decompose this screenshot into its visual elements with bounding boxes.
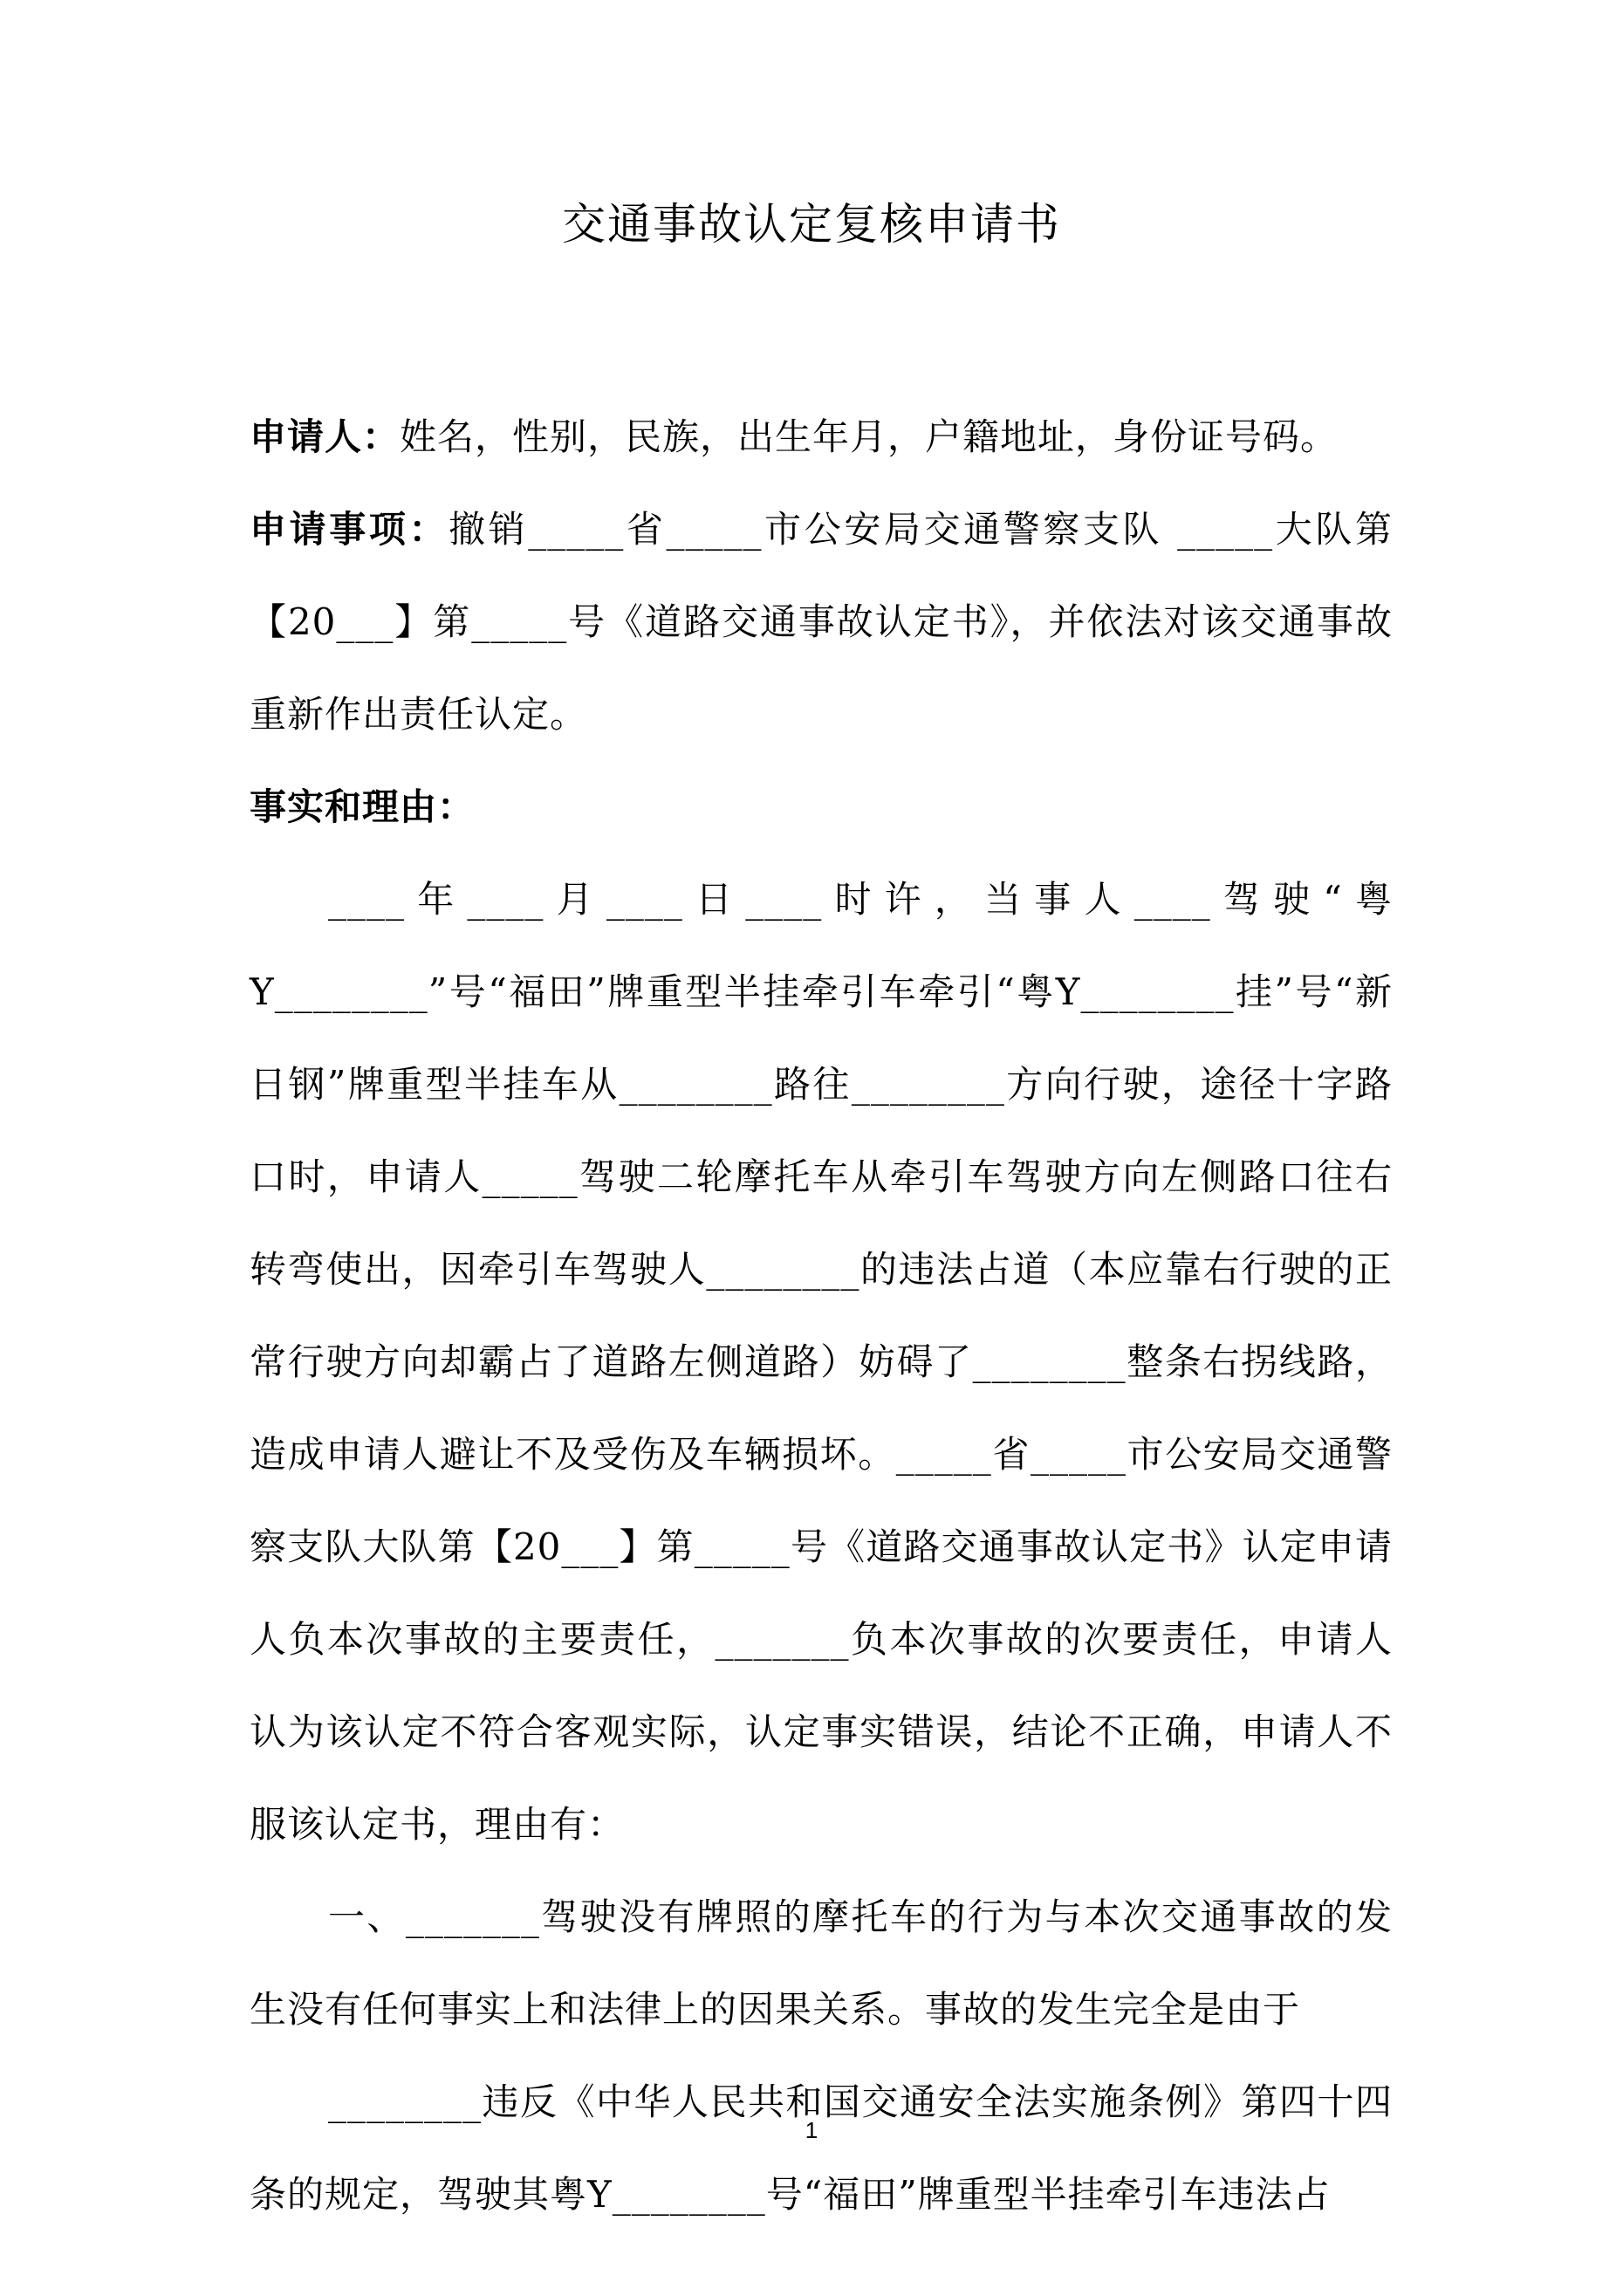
reason-one-continued-paragraph: ________违反《中华人民共和国交通安全法实施条例》第四十四条的规定，驾驶其粤Y________号“福田”牌重型半挂牵引车违法占 [250,2080,1393,2216]
reason-one-paragraph: 一、_______驾驶没有牌照的摩托车的行为与本次交通事故的发生没有任何事实上和法律上的因果关系。事故的发生完全是由于 [250,1895,1393,2031]
facts-heading: 事实和理由： [250,785,476,828]
facts-paragraph: ____年____月____日____时许，当事人____驾驶“粤Y________”号“福田”牌重型半挂牵引车牵引“粤Y________挂”号“新日钢”牌重型半挂车从________路往________方向行驶，途径十字路口时，申请人_____驾驶二轮摩托车从牵引车驾驶方向左侧路口往右转弯使出，因牵引车驾驶人________的违法占道（本应靠右行驶的正常行驶方向却霸占了道路左侧道路）妨碍了________整条右拐线路，造成申请人避让不及受伤及车辆损坏。_____省_____市公安局交通警察支队大队第【20___】第_____号《道路交通事故认定书》认定申请人负本次事故的主要责任，_______负本次事故的次要责任，申请人认为该认定不符合客观实际，认定事实错误，结论不正确，申请人不服该认定书，理由有： [250,878,1393,1846]
document-body [250,391,1393,2241]
document-title: 交通事故认定复核申请书 [562,199,1061,250]
applicant-paragraph [250,391,1393,483]
page-number: 1 [805,2117,818,2143]
applicant-text: 姓名，性别，民族，出生年月，户籍地址，身份证号码。 [400,415,1339,458]
applicant-label: 申请人： [250,415,401,458]
request-label: 申请事项： [250,508,449,551]
request-text: 撤销_____省_____市公安局交通警察支队 _____大队第【20___】第_____号《道路交通事故认定书》，并依法对该交通事故重新作出责任认定。 [250,508,1393,736]
request-paragraph [250,483,1393,761]
